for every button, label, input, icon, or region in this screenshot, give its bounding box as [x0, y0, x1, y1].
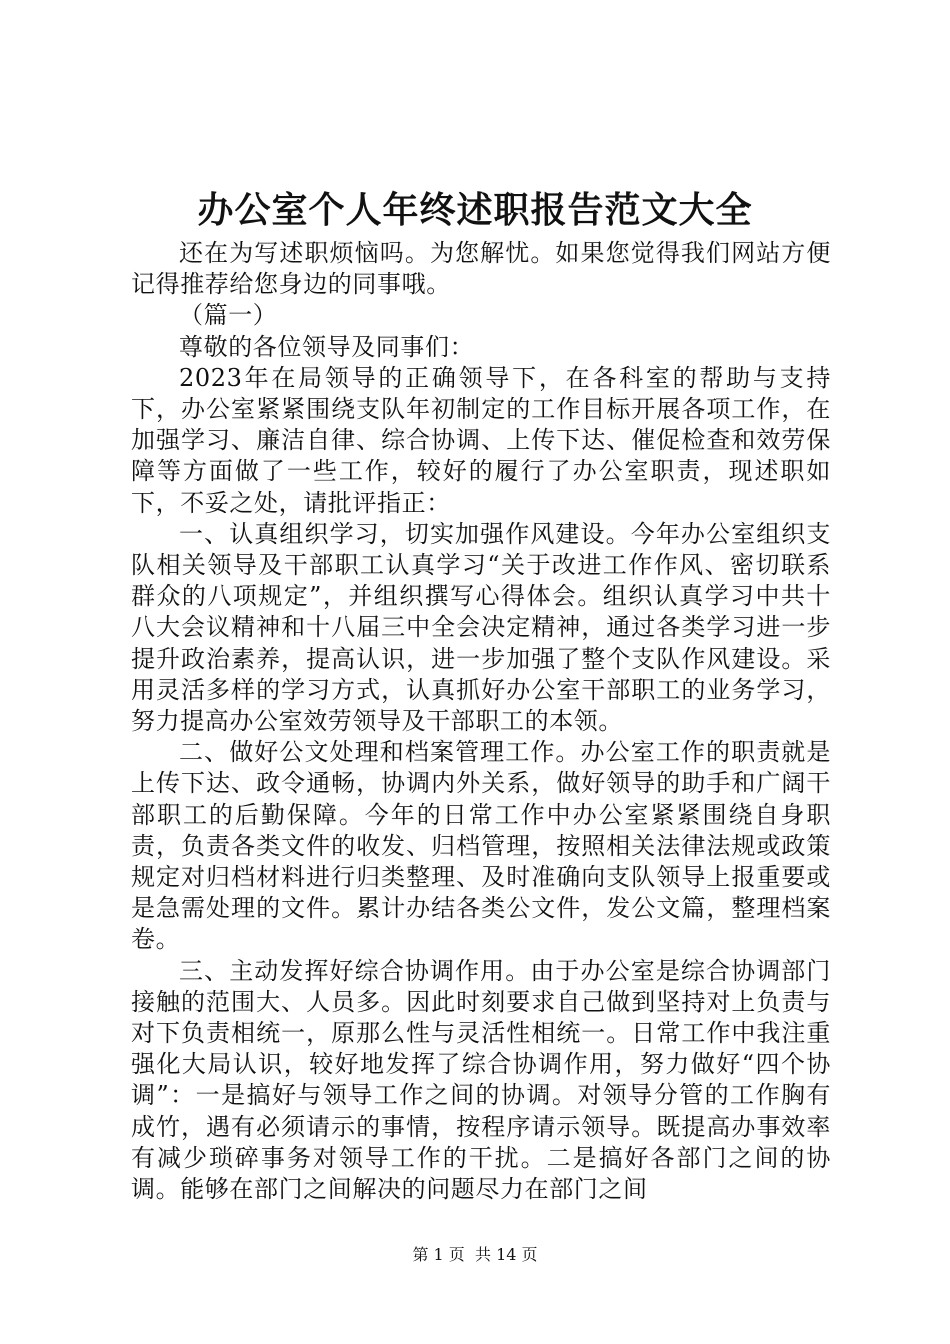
page-number: 第 1 页 — [412, 1245, 465, 1264]
document-title: 办公室个人年终述职报告范文大全 — [197, 189, 753, 231]
opening-paragraph: 2023年在局领导的正确领导下，在各科室的帮助与支持下，办公室紧紧围绕支队年初制定的工作目标开展各项工作，在加强学习、廉洁自律、综合协调、上传下达、催促检查和效劳保障等方面做了一些工作，较好的履行了办公室职责，现述职如下，不妥之处，请批评指正： — [131, 363, 831, 517]
intro-paragraph: 还在为写述职烦恼吗。为您解忧。如果您觉得我们网站方便记得推荐给您身边的同事哦。 — [131, 239, 831, 299]
document-body — [131, 238, 831, 1205]
salutation: 尊敬的各位领导及同事们： — [179, 332, 475, 361]
page-footer — [0, 1244, 950, 1266]
page-total: 共 14 页 — [474, 1245, 538, 1264]
body-paragraph-study: 一、认真组织学习，切实加强作风建设。今年办公室组织支队相关领导及干部职工认真学习“关于改进工作作风、密切联系群众的八项规定”，并组织撰写心得体会。组织认真学习中共十八大会议精神和十八届三中全会决定精神，通过各类学习进一步提升政治素养，提高认识，进一步加强了整个支队作风建设。采用灵活多样的学习方式，认真抓好办公室干部职工的业务学习，努力提高办公室效劳领导及干部职工的本领。 — [131, 519, 831, 736]
body-paragraph-documents: 二、做好公文处理和档案管理工作。办公室工作的职责就是上传下达、政令通畅，协调内外关系，做好领导的助手和广阔干部职工的后勤保障。今年的日常工作中办公室紧紧围绕自身职责，负责各类文件的收发、归档管理，按照相关法律法规或政策规定对归档材料进行归类整理、及时准确向支队领导上报重要或是急需处理的文件。累计办结各类公文件，发公文篇，整理档案卷。 — [131, 738, 831, 954]
body-paragraph-coordination: 三、主动发挥好综合协调作用。由于办公室是综合协调部门接触的范围大、人员多。因此时刻要求自己做到坚持对上负责与对下负责相统一，原那么性与灵活性相统一。日常工作中我注重强化大局认识，较好地发挥了综合协调作用，努力做好“四个协调”：一是搞好与领导工作之间的协调。对领导分管的工作胸有成竹，遇有必须请示的事情，按程序请示领导。既提高办事效率有减少琐碎事务对领导工作的干扰。二是搞好各部门之间的协调。能够在部门之间解决的问题尽力在部门之间 — [131, 956, 831, 1204]
section-label: （篇一） — [179, 301, 278, 330]
